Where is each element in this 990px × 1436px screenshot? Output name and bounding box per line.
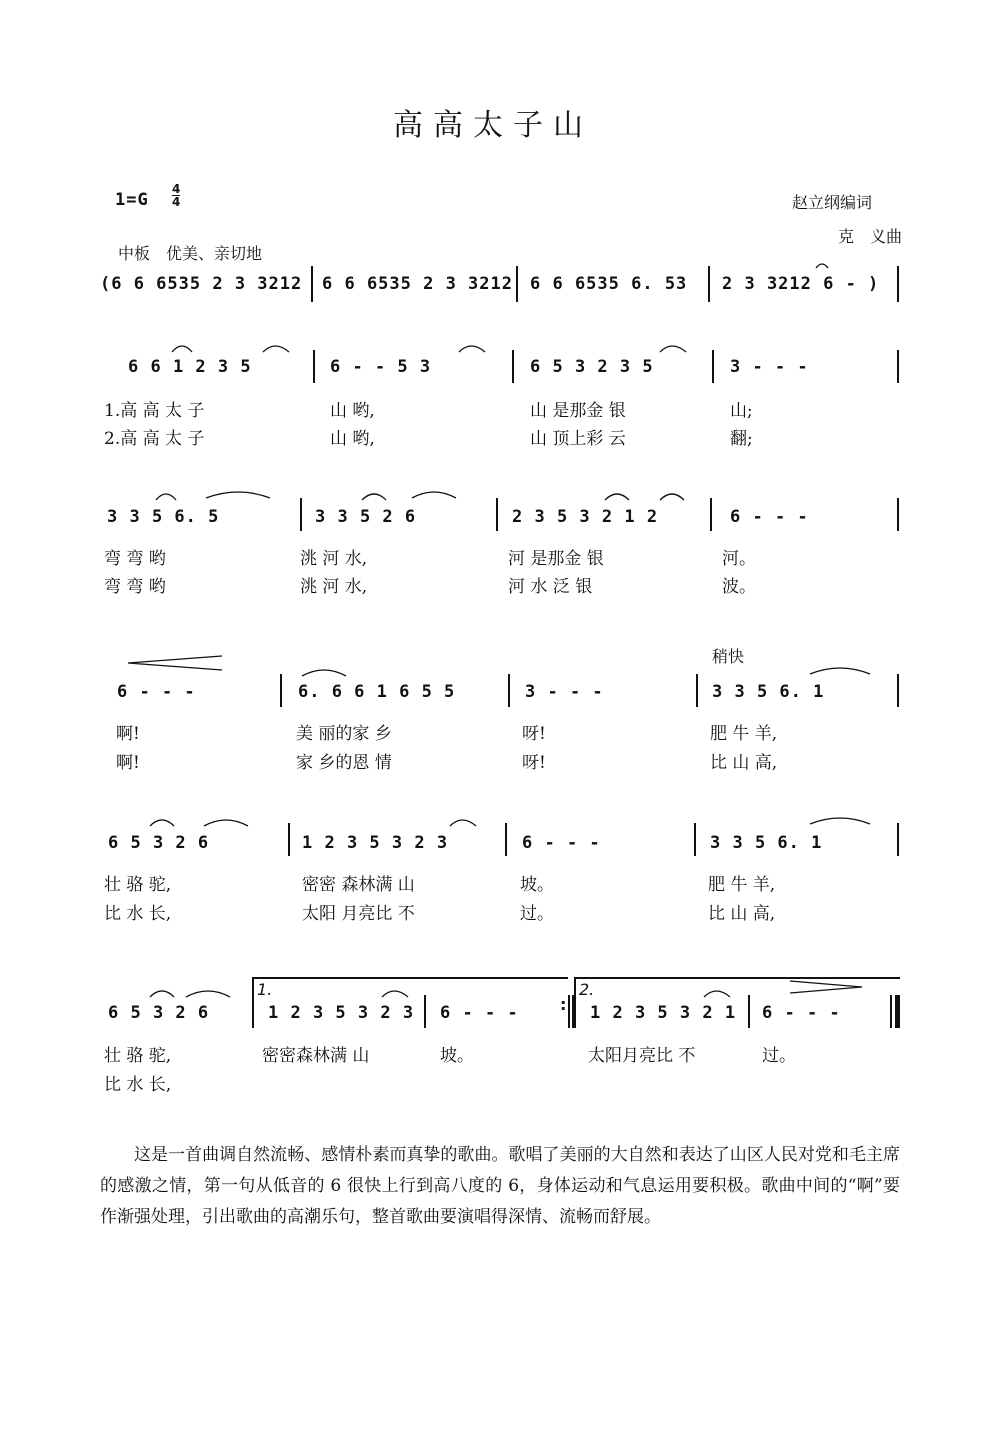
lyric-verse1: 过。 (762, 1046, 796, 1066)
slur-mark (810, 818, 870, 824)
notation-measure: 1 2 3 5 3 2 3 (268, 1003, 415, 1023)
lyric-verse2: 翻; (730, 429, 753, 449)
lyric-verse2: 弯 弯 哟 (104, 577, 166, 597)
intro-measure: 6 6 6535 2 3 3212 (322, 274, 513, 294)
slur-mark (156, 494, 176, 500)
lyric-verse1: 啊! (116, 724, 140, 744)
lyric-verse2: 山 哟, (330, 429, 375, 449)
intro-measure: 6 6 6535 6. 53 (530, 274, 688, 294)
lyric-verse2: 呀! (522, 753, 546, 773)
slur-mark (204, 820, 248, 826)
slur-mark (412, 492, 456, 498)
meter-top: 4 (172, 182, 181, 196)
notation-measure: 6 - - - (522, 833, 601, 853)
ending-1-label: 1. (257, 980, 273, 999)
lyric-verse2: 比 山 高, (710, 753, 778, 773)
slur-mark (450, 820, 476, 826)
lyric-verse1: 坡。 (440, 1046, 474, 1066)
slur-mark (382, 991, 408, 997)
notation-measure: 3 3 5 6. 5 (107, 507, 220, 527)
tempo-marking: 中板 优美、亲切地 (118, 244, 263, 263)
key-signature: 1=G (115, 190, 149, 210)
notation-measure: 6 - - - (440, 1003, 519, 1023)
slur-mark (263, 346, 289, 352)
lyricist: 赵立纲编词 (792, 193, 873, 212)
slur-mark (206, 492, 270, 498)
composer: 克 义曲 (837, 227, 902, 246)
intro-measure: (6 6 6535 2 3 3212 (100, 274, 303, 294)
page-title: 高高太子山 (393, 108, 593, 143)
lyric-verse1: 河。 (722, 549, 756, 569)
slur-mark (459, 346, 485, 352)
lyric-verse2: 河 水 泛 银 (508, 577, 593, 597)
slur-mark (810, 668, 870, 674)
slur-mark (302, 670, 346, 676)
notation-measure: 6 - - - (117, 682, 196, 702)
lyric-verse1: 呀! (522, 724, 546, 744)
notation-measure: 3 - - - (525, 682, 604, 702)
lyric-verse1: 密密森林满 山 (262, 1046, 370, 1066)
slur-mark (362, 494, 386, 500)
lyric-verse1: 弯 弯 哟 (104, 549, 166, 569)
lyric-verse1: 肥 牛 羊, (710, 724, 778, 744)
lyric-verse2: 比 水 长, (104, 904, 172, 924)
lyric-verse1: 山 哟, (330, 401, 375, 421)
slur-mark (704, 991, 730, 997)
lyric-verse2: 波。 (722, 577, 756, 597)
lyric-verse1: 太阳月亮比 不 (588, 1046, 696, 1066)
lyric-verse2: 过。 (520, 904, 554, 924)
notation-measure: 6 - - - (762, 1003, 841, 1023)
lyric-verse1: 山 是那金 银 (530, 401, 626, 421)
lyric-verse1: 洮 河 水, (300, 549, 368, 569)
notation-measure: 6 5 3 2 6 (108, 1003, 210, 1023)
lyric-verse2: 2.高 高 太 子 (104, 429, 205, 449)
lyric-verse2: 太阳 月亮比 不 (302, 904, 415, 924)
notation-measure: 6 - - - (730, 507, 809, 527)
lyric-verse2: 比 山 高, (708, 904, 776, 924)
notation-measure: 6. 6 6 1 6 5 5 (298, 682, 456, 702)
lyric-verse2: 啊! (116, 753, 140, 773)
notation-measure: 1 2 3 5 3 2 1 (590, 1003, 737, 1023)
notation-measure: 2 3 5 3 2 1 2 (512, 507, 659, 527)
fermata-mark (816, 264, 828, 268)
notation-measure: 3 3 5 2 6 (315, 507, 417, 527)
decrescendo-hairpin (790, 981, 862, 993)
notation-measure: 6 5 3 2 3 5 (530, 357, 654, 377)
lyric-verse1: 河 是那金 银 (508, 549, 604, 569)
tempo-change: 稍快 (712, 647, 745, 666)
slur-mark (172, 346, 192, 352)
repeat-dots: : (560, 995, 567, 1014)
lyric-verse2: 比 水 长, (104, 1075, 172, 1095)
notation-measure: 6 5 3 2 6 (108, 833, 210, 853)
lyric-verse1: 坡。 (520, 875, 554, 895)
slur-mark (150, 991, 174, 997)
lyric-verse1: 1.高 高 太 子 (104, 401, 205, 421)
slur-mark (150, 820, 174, 826)
lyric-verse1: 美 丽的家 乡 (296, 724, 392, 744)
meter-bottom: 4 (172, 195, 181, 209)
notation-measure: 3 - - - (730, 357, 809, 377)
lyric-verse1: 壮 骆 驼, (104, 875, 172, 895)
crescendo-hairpin (128, 656, 222, 670)
lyric-verse2: 家 乡的恩 情 (296, 753, 392, 773)
slur-mark (186, 991, 230, 997)
lyric-verse2: 山 顶上彩 云 (530, 429, 626, 449)
lyric-verse1: 壮 骆 驼, (104, 1046, 172, 1066)
notation-measure: 1 2 3 5 3 2 3 (302, 833, 449, 853)
lyric-verse1: 密密 森林满 山 (302, 875, 415, 895)
slur-mark (660, 346, 686, 352)
notation-measure: 6 - - 5 3 (330, 357, 432, 377)
slur-mark (605, 494, 629, 500)
intro-measure: 2 3 3212 6 - ) (722, 274, 880, 294)
song-description: 这是一首曲调自然流畅、感情朴素而真挚的歌曲。歌唱了美丽的大自然和表达了山区人民对党和毛主席的感激之情，第一句从低音的 6 很快上行到高八度的 6，身体运动和气息运用要积极。歌曲中间的“啊”要作渐强处理，引出歌曲的高潮乐句，整首歌曲要演唱得深情、流畅而舒展。 (100, 1145, 900, 1227)
lyric-verse2: 洮 河 水, (300, 577, 368, 597)
ending-2-label: 2. (579, 980, 595, 999)
lyric-verse1: 肥 牛 羊, (708, 875, 776, 895)
notation-measure: 3 3 5 6. 1 (710, 833, 823, 853)
notation-measure: 6 6 1 2 3 5 (128, 357, 252, 377)
lyric-verse1: 山; (730, 401, 753, 421)
slur-mark (660, 494, 684, 500)
notation-measure: 3 3 5 6. 1 (712, 682, 825, 702)
